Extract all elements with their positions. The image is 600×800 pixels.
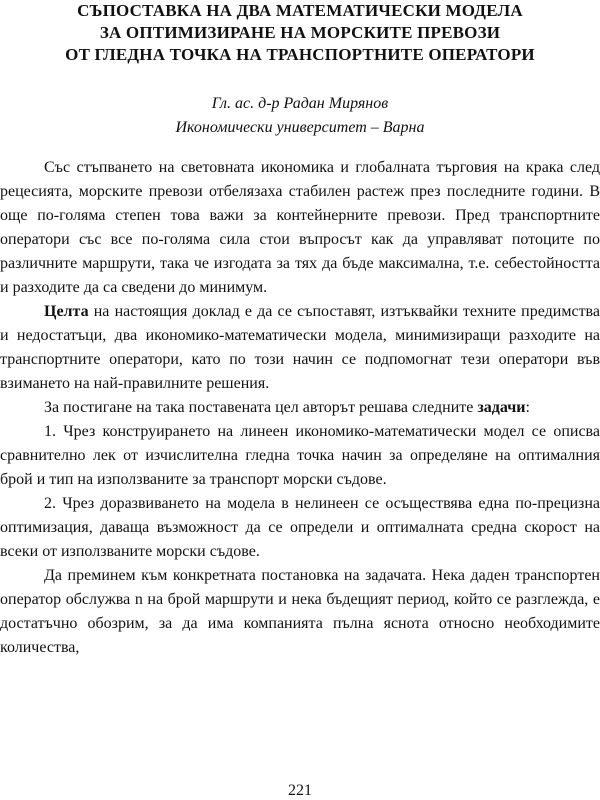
title-line-3: ОТ ГЛЕДНА ТОЧКА НА ТРАНСПОРТНИТЕ ОПЕРАТОРИ <box>65 45 535 64</box>
paragraph-aim <box>0 300 600 396</box>
author-name: Гл. ас. д-р Радан Мирянов <box>211 95 389 112</box>
body-text <box>0 156 600 660</box>
paragraph-tasks-intro <box>0 396 600 420</box>
paragraph-intro: Със стъпването на световната икономика и глобалната търговия на крака след рецесията, морските превози отбелязаха стабилен растеж през последните години. В още по-голяма степен това важи за контейнерните превози. Пред транспортните оператори със все по-голяма сила стои въпросът как да управляват потоците по различните маршрути, така че изгодата за тях да бъде максимална, т.е. себестойността и разходите да са сведени до минимум. <box>0 159 600 296</box>
tasks-keyword: задачи <box>477 399 526 416</box>
title-line-1: СЪПОСТАВКА НА ДВА МАТЕМАТИЧЕСКИ МОДЕЛА <box>77 1 523 20</box>
paragraph-task-2: 2. Чрез доразвиването на модела в нелинеен се осъществява една по-прецизна оптимизация, даваща възможност да се определи и оптималната средна скорост на всеки от използваните морски съдове. <box>0 495 600 560</box>
author-block <box>0 92 600 140</box>
author-affiliation: Икономически университет – Варна <box>175 119 425 136</box>
page-number: 221 <box>288 782 312 799</box>
title-line-2: ЗА ОПТИМИЗИРАНЕ НА МОРСКИТЕ ПРЕВОЗИ <box>99 23 501 42</box>
paragraph-task-1: 1. Чрез конструирането на линеен икономико-математически модел се описва сравнително лек от изчислителна гледна точка начин за определяне на оптималния брой и тип на използваните за транспорт морски съдове. <box>0 423 600 488</box>
tasks-colon: : <box>525 399 530 416</box>
paper-title <box>0 0 600 66</box>
aim-text: на настоящия доклад е да се съпоставят, изтъквайки техните предимства и недостатъци, два икономико-математически модела, минимизиращи разходите на транспортните оператори, като по този начин се подпомогнат тези оператори във взимането на най-правилните решения. <box>0 303 600 392</box>
tasks-intro-text: За постигане на така поставената цел авторът решава следните <box>44 399 478 416</box>
aim-keyword: Целта <box>44 303 89 320</box>
paragraph-problem-statement: Да преминем към конкретната постановка на задачата. Нека даден транспортен оператор обслужва n на брой маршрути и нека бъдещият период, който се разглежда, е достатъчно обозрим, за да има компанията пълна яснота относно необходимите количества, <box>0 567 600 656</box>
